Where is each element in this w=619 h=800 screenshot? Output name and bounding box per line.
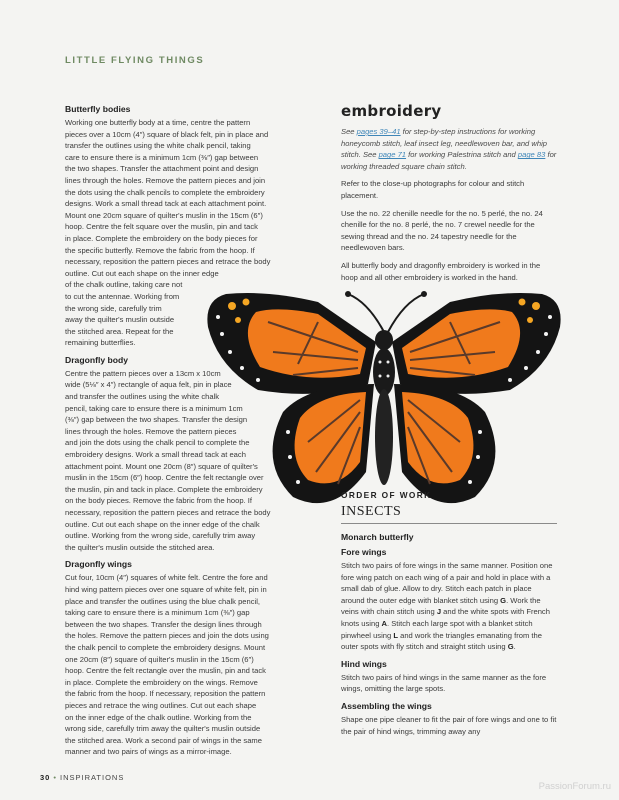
text-line: pieces and retrace the wing outlines. Cut out each shape (65, 700, 257, 710)
text-line: manner and two pairs of wings as a mirror-image. (65, 747, 232, 757)
page-number: 30 (40, 773, 51, 782)
text-line: in place. Complete the embroidery on the wings. Remove (65, 677, 258, 687)
text-line: place and transfer the outlines using the blue chalk pencil, (65, 596, 261, 606)
watermark: PassionForum.ru (538, 781, 611, 792)
text-line: designs. Work a small thread tack at each attachment point. (65, 199, 267, 209)
text-line: the fabric from the hoop. If necessary, reposition the pattern (65, 689, 266, 699)
embroidery-intro (341, 126, 557, 172)
text-line: Working one butterfly body at a time, centre the pattern (65, 118, 251, 127)
thread-key-g-2: G (507, 642, 514, 652)
order-of-work (341, 490, 557, 743)
thread-key-g: G (500, 595, 507, 605)
assembling-wings-text: Shape one pipe cleaner to fit the pair of fore wings and one to fit the pair of hind wings, trimming away any (341, 714, 557, 736)
text-line: the stitched area. Work a second pair of wings in the same (65, 735, 262, 745)
intro-text-1: See (341, 127, 357, 136)
hind-wings-text: Stitch two pairs of hind wings in the same manner as the fore wings, omitting the large spots. (341, 672, 547, 694)
refer-paragraph: Refer to the close-up photographs for colour and stitch placement. (341, 179, 525, 200)
text-line: away the quilter's muslin outside (65, 315, 175, 325)
text-line: outline. Cut out each shape on the inner edge of the chalk (65, 519, 260, 529)
fore-text-b: . Work the veins with chain stitch using (341, 595, 541, 617)
text-line: between the two shapes. Transfer the design lines through (65, 619, 262, 629)
text-line: the holes. Remove the pattern pieces and join the dots using (65, 631, 269, 641)
intro-text-2: for step-by-step instructions for working honeycomb stitch, leaf insect leg, needlewoven bar, and whip stitch. See (341, 127, 548, 160)
section-kicker: LITTLE FLYING THINGS (65, 55, 205, 66)
text-line: transfer the outlines using the white chalk pencil, taking (65, 141, 251, 151)
intro-text-4: for working threaded square chain stitch. (341, 150, 557, 171)
text-line: the quilter's muslin outside the stitched area. (65, 542, 215, 552)
text-line: and join the dots using the chalk pencil to complete the (65, 438, 250, 448)
fore-text-c: and the white spots with French knots using (341, 607, 550, 628)
text-line: the dots using the chalk pencils to complete the embroidery (65, 187, 265, 197)
needles-paragraph: Use the no. 22 chenille needle for the no. 5 perlé, the no. 24 chenille for the no. 8 perlé, the no. 7 crewel needle for the sewing thread and the no. 24 tapestry needle for the needlewoven bars. (341, 208, 543, 253)
text-line: (⅜″) gap between the two shapes. Transfer the design (65, 415, 248, 425)
butterfly-bodies-heading: Butterfly bodies (65, 104, 131, 114)
right-column (341, 102, 557, 289)
hoop-paragraph: All butterfly body and dragonfly embroidery is worked in the hoop and all other embroidery is worked in the hand. (341, 260, 541, 282)
text-line: one 20cm (8″) square of quilter's muslin in the 15cm (6″) (65, 654, 254, 664)
text-line: outline. Working from the wrong side, carefully trim away (65, 531, 256, 541)
fore-wings-text (341, 560, 557, 653)
text-line: wrong side, carefully trim away the quilter's muslin outside (65, 724, 261, 734)
monarch-butterfly-heading: Monarch butterfly (341, 532, 414, 542)
text-line: in place. Complete the embroidery on the body pieces for (65, 233, 258, 243)
text-line: the chalk pencil to complete the embroidery designs. Mount (65, 642, 266, 652)
fore-text-a: Stitch two pairs of fore wings in the same manner. Position one fore wing patch on each wing of a pair and hold in place with a small dab of glue. Allow to dry. Stitch each patch in place around the outer edge with blanket stitch using (341, 561, 553, 605)
text-line: the two shapes. Transfer the attachment point and design (65, 164, 259, 174)
magazine-name: INSPIRATIONS (59, 773, 125, 782)
text-line: necessary, reposition the pattern pieces and retrace the body (65, 257, 271, 267)
text-line: pieces over a 10cm (4″) square of black felt, pin in place and (65, 129, 269, 139)
dragonfly-wings-section (65, 559, 305, 758)
text-line: Cut four, 10cm (4″) squares of white felt. Centre the fore and (65, 573, 268, 583)
text-line: the muslin, pin and tack in place. Complete the embroidery (65, 484, 263, 494)
text-line: hind wing pattern pieces over one square of white felt, pin in (65, 584, 267, 594)
text-line: taking care to ensure there is a minimum 1cm (⅜″) gap (65, 608, 250, 618)
text-line: outline. Cut out each shape on the inner edge (65, 268, 219, 278)
footer-dot: • (53, 773, 57, 782)
fore-text-d: . Stitch each large spot with a blanket stitch pinwheel using (341, 618, 533, 640)
pages-39-41-link[interactable]: pages 39–41 (356, 127, 401, 136)
page-footer (40, 773, 124, 782)
page-71-link[interactable]: page 71 (378, 150, 407, 160)
text-line: and transfer the outlines using the white chalk (65, 392, 220, 402)
text-line: lines through the holes. Remove the pattern pieces and join (65, 175, 266, 185)
page-83-link[interactable]: page 83 (517, 150, 546, 160)
text-line: to cut the antennae. Working from (65, 291, 180, 301)
text-line: muslin in the 15cm (6″) hoop. Centre the felt rectangle over (65, 473, 264, 483)
text-line: embroidery designs. Work a small thread tack at each (65, 450, 246, 460)
thread-key-l: L (393, 630, 398, 640)
text-line: remaining butterflies. (65, 338, 136, 348)
fore-text-e: and work the triangles emanating from the outer spots with fly stitch and straight stitch using (341, 630, 542, 652)
dragonfly-body-heading: Dragonfly body (65, 354, 129, 365)
text-line: on the inner edge of the chalk outline. Working from the (65, 712, 252, 722)
text-line: hoop. Centre the felt rectangle over the muslin, pin and tack (65, 666, 266, 676)
text-line: lines through the holes. Remove the pattern pieces (65, 426, 237, 436)
order-of-work-kicker: ORDER OF WORK (341, 490, 432, 500)
fore-text-f: . (513, 642, 516, 652)
text-line: wide (5⅛″ x 4″) rectangle of aqua felt, pin in place (65, 380, 232, 390)
text-line: the stitched area. Repeat for the (65, 326, 174, 336)
text-line: on the body pieces. Remove the fabric from the hoop. If (65, 496, 252, 506)
dragonfly-wings-text (65, 572, 305, 758)
text-line: attachment point. Mount one 20cm (8″) square of quilter's (65, 461, 258, 471)
text-line: Mount one 20cm square of quilter's muslin in the 15cm (6″) (65, 210, 263, 220)
intro-text-3: for working Palestrina stitch and (406, 150, 518, 160)
text-line: necessary, reposition the pattern pieces and retrace the body (65, 508, 271, 517)
text-line: pencil, taking care to ensure there is a minimum 1cm (65, 403, 243, 413)
embroidery-heading: embroidery (341, 102, 442, 120)
text-line: the wrong side, carefully trim (65, 303, 162, 313)
assembling-wings-heading: Assembling the wings (341, 700, 432, 711)
thread-key-a: A (381, 618, 388, 628)
text-line: Centre the pattern pieces over a 13cm x 10cm (65, 368, 221, 378)
hind-wings-heading: Hind wings (341, 658, 387, 669)
thread-key-j: J (436, 607, 442, 617)
text-line: hoop. Centre the felt square over the muslin, pin and tack (65, 222, 258, 232)
dragonfly-wings-heading: Dragonfly wings (65, 559, 132, 570)
text-line: of the chalk outline, taking care not (65, 280, 183, 290)
order-of-work-title: INSECTS (341, 504, 557, 524)
text-line: care to ensure there is a minimum 1cm (⅜″) gap between (65, 152, 259, 162)
text-line: the specific butterfly. Remove the fabric from the hoop. If (65, 245, 255, 255)
fore-wings-heading: Fore wings (341, 547, 387, 557)
